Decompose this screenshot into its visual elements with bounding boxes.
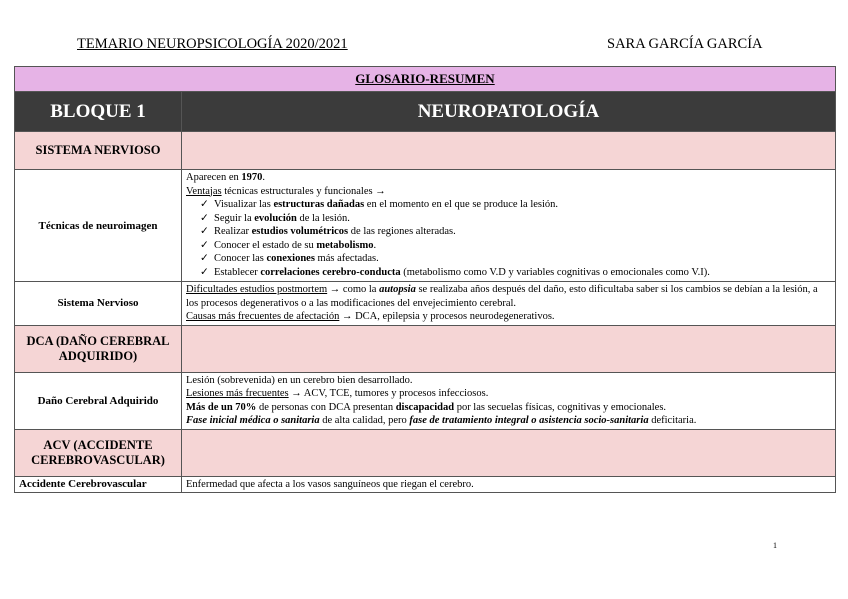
section-row-dca — [15, 325, 836, 372]
row-sistema-nervioso — [15, 282, 836, 326]
section-empty-cell — [182, 325, 836, 372]
check-icon: ✓ — [200, 212, 209, 224]
bloque-row — [15, 92, 836, 132]
row-label: Técnicas de neuroimagen — [15, 170, 182, 282]
check-icon: ✓ — [200, 239, 209, 251]
author-name: SARA GARCÍA GARCÍA — [607, 36, 763, 52]
row-tecnicas — [15, 170, 836, 282]
section-empty-cell — [182, 429, 836, 476]
row-label: Sistema Nervioso — [15, 282, 182, 326]
check-icon: ✓ — [200, 199, 209, 210]
section-heading: ACV (ACCIDENTE CEREBROVASCULAR) — [15, 429, 182, 476]
list-item: ✓ Realizar estudios volumétricos de las regiones alteradas. — [200, 226, 456, 237]
bloque-label: BLOQUE 1 — [15, 92, 182, 132]
list-item: ✓ Visualizar las estructuras dañadas en el momento en el que se produce la lesión. — [200, 199, 559, 210]
row-label: Accidente Cerebrovascular — [15, 476, 182, 493]
section-heading: SISTEMA NERVIOSO — [15, 132, 182, 170]
row-content: Aparecen en 1970. Ventajas técnicas estructurales y funcionales → ✓ Visualizar las estructuras dañadas en el momento en el que se produce la lesión. ✓ Seguir la evolución de la lesión. ✓ Realizar estudios volumétricos de las regiones alteradas. ✓ Conocer el estado de su metabolismo. ✓ Conocer las conexiones más afectadas. ✓ Establecer correlaciones cerebro-conducta (metabolismo como V.D y variables cognitivas o emocionales como V.I). — [182, 170, 836, 282]
glosario-row — [15, 67, 836, 92]
row-content: Dificultades estudios postmortem → como la autopsia se realizaba años después del daño, esto dificultaba saber si los cambios se debían a la lesión, a los procesos degenerativos o a las modificaciones del envejecimiento cerebral. Causas más frecuentes de afectación → DCA, epilepsia y procesos neurodegenerativos. — [182, 282, 836, 326]
check-icon: ✓ — [200, 266, 209, 278]
glossary-table — [14, 66, 836, 493]
row-content: Enfermedad que afecta a los vasos sanguíneos que riegan el cerebro. — [182, 476, 836, 493]
row-content: Lesión (sobrevenida) en un cerebro bien desarrollado. Lesiones más frecuentes → ACV, TCE, tumores y procesos infecciosos. Más de un 70% de personas con DCA presentan discapacidad por las secuelas físicas, cognitivas y emocionales. Fase inicial médica o sanitaria de alta calidad, pero fase de tratamiento integral o asistencia socio-sanitaria deficitaria. — [182, 372, 836, 429]
list-item: ✓ Establecer correlaciones cerebro-conducta (metabolismo como V.D y variables cognitivas o emocionales como V.I). — [200, 266, 710, 278]
check-icon: ✓ — [200, 226, 209, 237]
row-accidente — [15, 476, 836, 493]
list-item: ✓ Seguir la evolución de la lesión. — [200, 212, 350, 224]
section-empty-cell — [182, 132, 836, 170]
list-item: ✓ Conocer el estado de su metabolismo. — [200, 239, 377, 251]
section-row-sistema-nervioso — [15, 132, 836, 170]
section-heading: DCA (DAÑO CEREBRAL ADQUIRIDO) — [15, 325, 182, 372]
row-dano-cerebral — [15, 372, 836, 429]
check-icon: ✓ — [200, 253, 209, 264]
section-row-acv — [15, 429, 836, 476]
row-label: Daño Cerebral Adquirido — [15, 372, 182, 429]
list-item: ✓ Conocer las conexiones más afectadas. — [200, 253, 379, 264]
document-title: TEMARIO NEUROPSICOLOGÍA 2020/2021 — [77, 36, 348, 52]
page-number: 1 — [773, 541, 777, 550]
glosario-heading: GLOSARIO-RESUMEN — [355, 71, 495, 86]
bloque-title: NEUROPATOLOGÍA — [182, 92, 836, 132]
